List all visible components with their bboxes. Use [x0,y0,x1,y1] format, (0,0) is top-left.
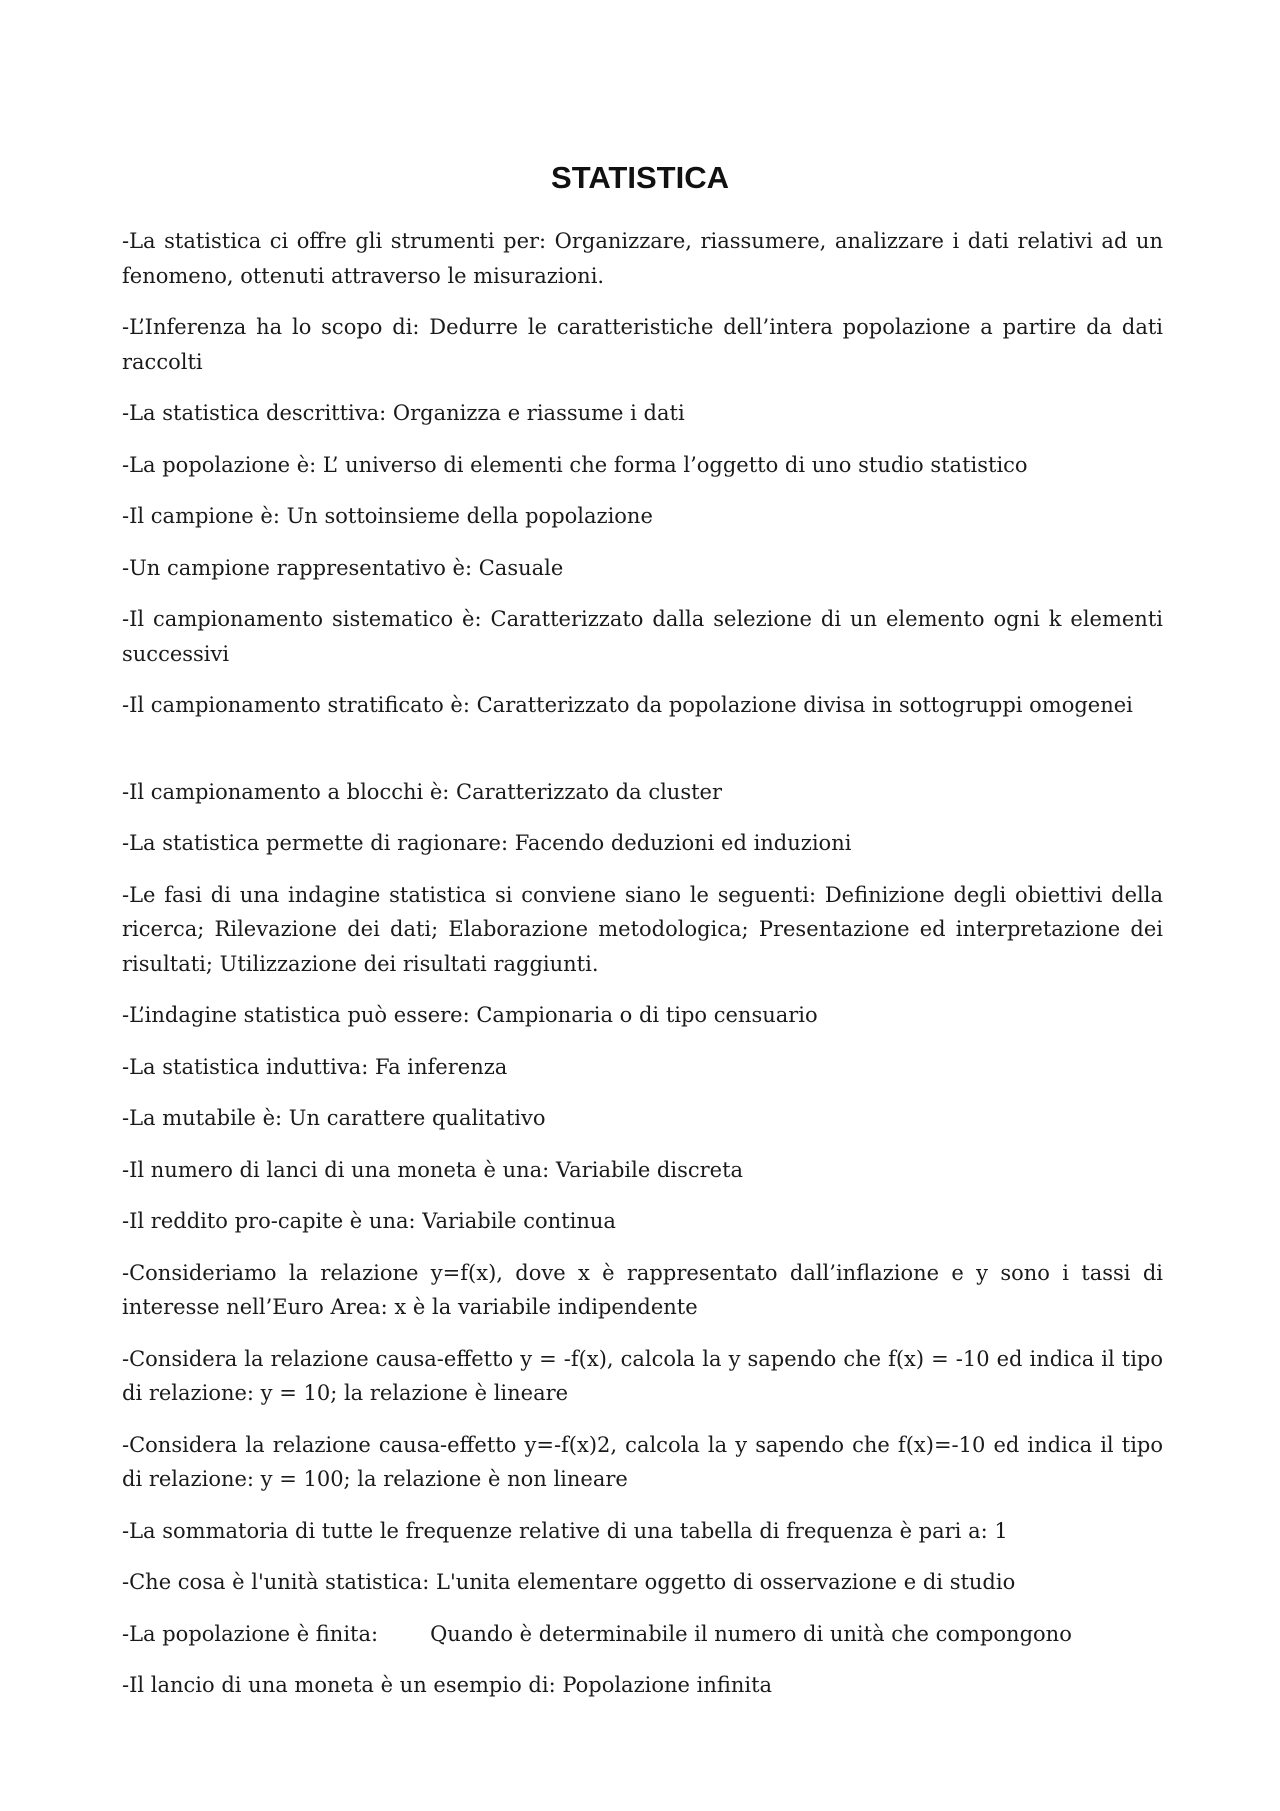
paragraph: -Il campione è: Un sottoinsieme della popolazione [122,504,653,528]
paragraph: -Considera la relazione causa-effetto y=-f(x)2, calcola la y sapendo che f(x)=-10 ed indica il tipo di relazione: y = 100; la relazione è non lineare [122,1432,1163,1491]
paragraph: -L’indagine statistica può essere: Campionaria o di tipo censuario [122,1003,818,1027]
paragraph: -Considera la relazione causa-effetto y = -f(x), calcola la y sapendo che f(x) = -10 ed indica il tipo di relazione: y = 10; la relazione è lineare [122,1346,1163,1405]
paragraph: -Il campionamento a blocchi è: Caratterizzato da cluster [122,779,722,804]
paragraph: -La mutabile è: Un carattere qualitativo [122,1106,546,1130]
paragraph: -La popolazione è: L’ universo di elementi che forma l’oggetto di uno studio statistico [122,452,1028,477]
paragraph: -Il campionamento stratificato è: Caratterizzato da popolazione divisa in sottogruppi omogenei [122,693,1133,717]
paragraph: -La statistica ci offre gli strumenti per: Organizzare, riassumere, analizzare i dati relativi ad un fenomeno, ottenuti attraverso le misurazioni. [122,229,1163,288]
document-body [122,224,1163,1720]
paragraph: -Consideriamo la relazione y=f(x), dove x è rappresentato dall’inflazione e y sono i tassi di interesse nell’Euro Area: x è la variabile indipendente [122,1260,1163,1319]
paragraph: -L’Inferenza ha lo scopo di: Dedurre le caratteristiche dell’intera popolazione a partire da dati raccolti [122,315,1163,374]
paragraph: -Il reddito pro-capite è una: Variabile continua [122,1209,616,1233]
paragraph: -Un campione rappresentativo è: Casuale [122,555,564,580]
paragraph: -Il numero di lanci di una moneta è una: Variabile discreta [122,1157,744,1182]
paragraph-finite-population [122,1617,1163,1652]
paragraph: -Il campionamento sistematico è: Caratterizzato dalla selezione di un elemento ogni k elementi successivi [122,607,1163,666]
page-title: STATISTICA [551,160,729,195]
paragraph: -La statistica descrittiva: Organizza e riassume i dati [122,401,685,425]
finite-population-question: -La popolazione è finita: [122,1621,379,1646]
paragraph: -La sommatoria di tutte le frequenze relative di una tabella di frequenza è pari a: 1 [122,1518,1008,1543]
paragraph: -La statistica induttiva: Fa inferenza [122,1054,508,1079]
finite-population-answer: Quando è determinabile il numero di unità che compongono [430,1621,1072,1646]
paragraph: -Il lancio di una moneta è un esempio di: Popolazione infinita [122,1673,773,1697]
paragraph: -Le fasi di una indagine statistica si conviene siano le seguenti: Definizione degli obiettivi della ricerca; Rilevazione dei dati; Elaborazione metodologica; Presentazione ed interpretazione dei risultati; Utilizzazione dei risultati raggiunti. [122,882,1163,976]
paragraph: -La statistica permette di ragionare: Facendo deduzioni ed induzioni [122,831,852,855]
paragraph: -Che cosa è l'unità statistica: L'unita elementare oggetto di osservazione e di studio [122,1570,1016,1594]
